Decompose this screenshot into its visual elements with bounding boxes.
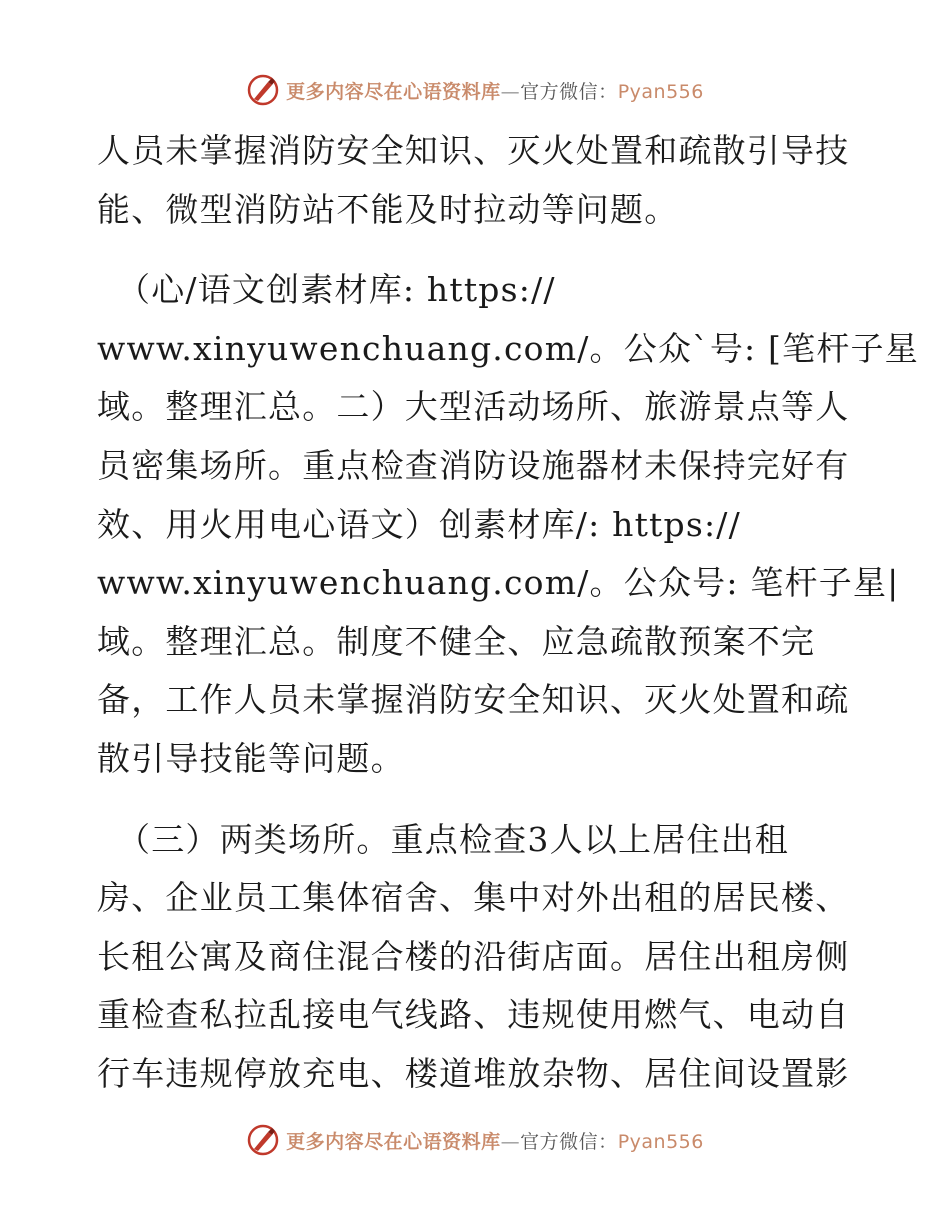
- text-line: 房、企业员工集体宿舍、集中对外出租的居民楼、: [97, 878, 850, 918]
- text-line: 域。整理汇总。制度不健全、应急疏散预案不完: [97, 621, 816, 661]
- pen-logo-icon: [246, 73, 280, 107]
- pen-logo-icon: [246, 1123, 280, 1157]
- wechat-id: Pyan556: [617, 80, 704, 103]
- text-line: 散引导技能等问题。: [97, 738, 405, 778]
- text-line: 人员未掌握消防安全知识、灭火处置和疏散引导技: [97, 131, 850, 170]
- text-line: 长租公寓及商住混合楼的沿街店面。居住出租房侧: [97, 936, 850, 976]
- text-line: www.xinyuwenchuang.com/。公众`号: [笔杆子星: [97, 328, 919, 368]
- banner-dash: —: [500, 80, 521, 103]
- text-line: 行车违规停放充电、楼道堆放杂物、居住间设置影: [97, 1053, 850, 1093]
- header-banner: [0, 70, 950, 110]
- wechat-id: Pyan556: [617, 1130, 704, 1153]
- banner-title: 更多内容尽在心语资料库: [286, 80, 501, 103]
- text-line: 效、用火用电心语文）创素材库/: https://: [97, 504, 741, 544]
- text-line: 域。整理汇总。二）大型活动场所、旅游景点等人: [97, 387, 850, 427]
- wechat-label: 官方微信：: [520, 1130, 618, 1153]
- banner-title: 更多内容尽在心语资料库: [286, 1130, 501, 1153]
- document-body: [97, 122, 919, 1104]
- banner-text: [286, 77, 704, 104]
- text-line: www.xinyuwenchuang.com/。公众号: 笔杆子星|: [97, 563, 900, 603]
- footer-banner: [0, 1120, 950, 1160]
- text-line: 能、微型消防站不能及时拉动等问题。: [97, 189, 679, 229]
- text-line: （心/语文创素材库: https://: [117, 270, 556, 310]
- banner-text: [286, 1127, 704, 1154]
- banner-dash: —: [500, 1130, 521, 1153]
- text-line: （三）两类场所。重点检查3人以上居住出租: [117, 819, 789, 859]
- text-line: 员密集场所。重点检查消防设施器材未保持完好有: [97, 445, 850, 485]
- wechat-label: 官方微信：: [520, 80, 618, 103]
- text-line: 重检查私拉乱接电气线路、违规使用燃气、电动自: [97, 995, 850, 1035]
- text-line: 备，工作人员未掌握消防安全知识、灭火处置和疏: [97, 680, 850, 720]
- paragraph-3: [97, 811, 857, 1104]
- paragraph-2: [97, 261, 919, 788]
- paragraph-1: [97, 122, 857, 239]
